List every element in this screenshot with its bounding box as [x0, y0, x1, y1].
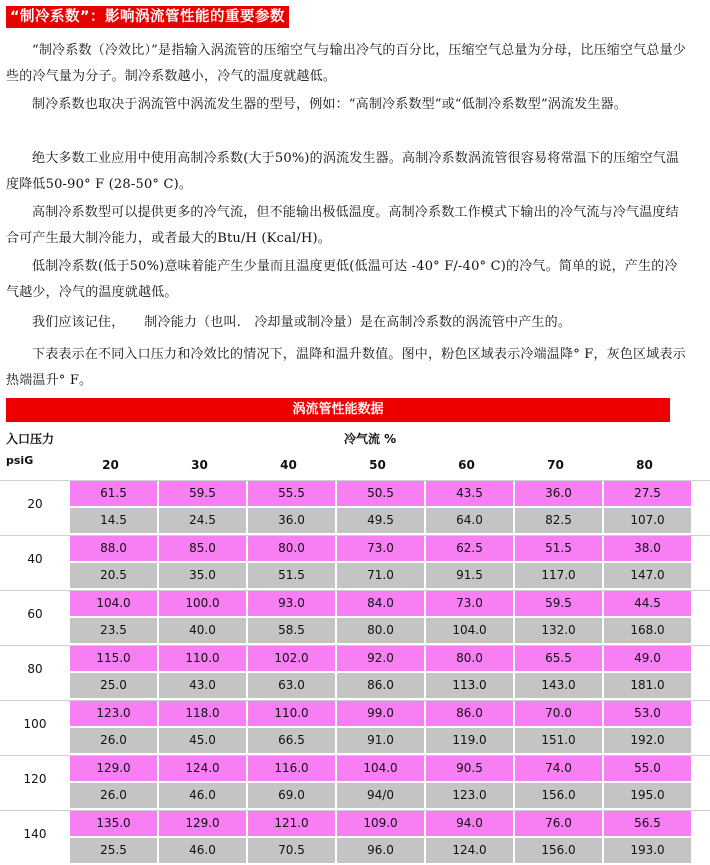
pressure-group — [0, 755, 710, 810]
hot-temp-rise-cell: 91.0 — [337, 728, 424, 753]
cold-temp-drop-cell: 38.0 — [604, 536, 691, 561]
table-title: 涡流管性能数据 — [6, 398, 670, 422]
hot-temp-rise-cell: 104.0 — [426, 618, 513, 643]
hot-temp-rise-cell: 113.0 — [426, 673, 513, 698]
cold-temp-drop-cell: 62.5 — [426, 536, 513, 561]
hot-temp-rise-cell: 43.0 — [159, 673, 246, 698]
cold-temp-drop-cell: 70.0 — [515, 701, 602, 726]
paragraph-remember: 我们应该记住， 制冷能力（也叫. 冷却量或制冷量）是在高制冷系数的涡流管中产生的。 — [32, 315, 572, 330]
column-headers — [66, 458, 689, 472]
page-title: “制冷系数”：影响涡流管性能的重要参数 — [6, 6, 289, 28]
cold-temp-drop-cell: 55.0 — [604, 756, 691, 781]
cold-flow-label: 冷气流 % — [344, 432, 397, 446]
cold-temp-drop-cell: 74.0 — [515, 756, 602, 781]
hot-temp-rise-cell: 63.0 — [248, 673, 335, 698]
cold-temp-drop-cell: 92.0 — [337, 646, 424, 671]
hot-temp-rise-cell: 193.0 — [604, 838, 691, 863]
hot-temp-rise-cell: 46.0 — [159, 783, 246, 808]
paragraph-generator-type: 制冷系数也取决于涡流管中涡流发生器的型号，例如：“高制冷系数型”或“低制冷系数型”涡流发生器。 — [32, 97, 627, 112]
cold-temp-drop-cell: 121.0 — [248, 811, 335, 836]
cold-temp-drop-cell: 53.0 — [604, 701, 691, 726]
hot-temp-rise-cell: 58.5 — [248, 618, 335, 643]
hot-temp-rise-cell: 69.0 — [248, 783, 335, 808]
cold-temp-drop-cell: 104.0 — [337, 756, 424, 781]
inlet-pressure-value: 60 — [27, 607, 43, 621]
inlet-pressure-value: 120 — [23, 772, 47, 786]
cold-temp-drop-cell: 73.0 — [426, 591, 513, 616]
cold-row — [70, 811, 693, 836]
hot-temp-rise-cell: 40.0 — [159, 618, 246, 643]
hot-temp-rise-cell: 94/0 — [337, 783, 424, 808]
hot-temp-rise-cell: 91.5 — [426, 563, 513, 588]
inlet-pressure-value: 100 — [23, 717, 47, 731]
hot-temp-rise-cell: 195.0 — [604, 783, 691, 808]
cold-temp-drop-cell: 115.0 — [70, 646, 157, 671]
cold-row — [70, 591, 693, 616]
hot-temp-rise-cell: 151.0 — [515, 728, 602, 753]
hot-temp-rise-cell: 20.5 — [70, 563, 157, 588]
hot-row — [70, 673, 693, 698]
hot-temp-rise-cell: 96.0 — [337, 838, 424, 863]
hot-temp-rise-cell: 25.5 — [70, 838, 157, 863]
cold-temp-drop-cell: 55.5 — [248, 481, 335, 506]
hot-temp-rise-cell: 86.0 — [337, 673, 424, 698]
performance-table — [0, 398, 710, 865]
hot-row — [70, 618, 693, 643]
cold-temp-drop-cell: 129.0 — [159, 811, 246, 836]
hot-temp-rise-cell: 35.0 — [159, 563, 246, 588]
cold-temp-drop-cell: 129.0 — [70, 756, 157, 781]
column-header: 20 — [102, 458, 119, 472]
hot-row — [70, 783, 693, 808]
hot-temp-rise-cell: 23.5 — [70, 618, 157, 643]
hot-temp-rise-cell: 107.0 — [604, 508, 691, 533]
cold-temp-drop-cell: 118.0 — [159, 701, 246, 726]
inlet-pressure-unit: psiG — [6, 454, 34, 467]
pressure-group — [0, 535, 710, 590]
paragraph-table-intro: 下表表示在不同入口压力和冷效比的情况下，温降和温升数值。图中，粉色区域表示冷端温降° F，灰色区域表示热端温升° F。 — [6, 347, 686, 388]
cold-temp-drop-cell: 80.0 — [248, 536, 335, 561]
hot-temp-rise-cell: 117.0 — [515, 563, 602, 588]
inlet-pressure-value: 140 — [23, 827, 47, 841]
hot-temp-rise-cell: 25.0 — [70, 673, 157, 698]
hot-temp-rise-cell: 119.0 — [426, 728, 513, 753]
paragraph-definition: “制冷系数（冷效比）”是指输入涡流管的压缩空气与输出冷气的百分比，压缩空气总量为分母，比压缩空气总量少些的冷气量为分子。制冷系数越小，冷气的温度就越低。 — [6, 43, 686, 84]
hot-row — [70, 563, 693, 588]
pressure-group — [0, 590, 710, 645]
hot-temp-rise-cell: 80.0 — [337, 618, 424, 643]
cold-temp-drop-cell: 49.0 — [604, 646, 691, 671]
hot-temp-rise-cell: 45.0 — [159, 728, 246, 753]
column-header: 80 — [636, 458, 653, 472]
cold-temp-drop-cell: 90.5 — [426, 756, 513, 781]
cold-temp-drop-cell: 135.0 — [70, 811, 157, 836]
cold-temp-drop-cell: 124.0 — [159, 756, 246, 781]
cold-temp-drop-cell: 36.0 — [515, 481, 602, 506]
hot-temp-rise-cell: 123.0 — [426, 783, 513, 808]
cold-row — [70, 536, 693, 561]
hot-row — [70, 728, 693, 753]
cold-temp-drop-cell: 85.0 — [159, 536, 246, 561]
hot-temp-rise-cell: 181.0 — [604, 673, 691, 698]
hot-temp-rise-cell: 36.0 — [248, 508, 335, 533]
cold-temp-drop-cell: 73.0 — [337, 536, 424, 561]
inlet-pressure-value: 20 — [27, 497, 43, 511]
cold-temp-drop-cell: 110.0 — [159, 646, 246, 671]
cold-temp-drop-cell: 51.5 — [515, 536, 602, 561]
cold-temp-drop-cell: 86.0 — [426, 701, 513, 726]
hot-temp-rise-cell: 132.0 — [515, 618, 602, 643]
hot-temp-rise-cell: 147.0 — [604, 563, 691, 588]
hot-temp-rise-cell: 64.0 — [426, 508, 513, 533]
cold-temp-drop-cell: 93.0 — [248, 591, 335, 616]
hot-temp-rise-cell: 26.0 — [70, 783, 157, 808]
cold-temp-drop-cell: 76.0 — [515, 811, 602, 836]
cold-temp-drop-cell: 56.5 — [604, 811, 691, 836]
cold-temp-drop-cell: 43.5 — [426, 481, 513, 506]
hot-temp-rise-cell: 82.5 — [515, 508, 602, 533]
hot-temp-rise-cell: 26.0 — [70, 728, 157, 753]
cold-temp-drop-cell: 50.5 — [337, 481, 424, 506]
column-header: 70 — [547, 458, 564, 472]
cold-temp-drop-cell: 94.0 — [426, 811, 513, 836]
paragraph-high-ratio-mode: 高制冷系数型可以提供更多的冷气流，但不能输出极低温度。高制冷系数工作模式下输出的冷气流与冷气温度结合可产生最大制冷能力，或者最大的Btu/H (Kcal/H)。 — [6, 205, 679, 246]
pressure-group — [0, 480, 710, 535]
table-body — [0, 480, 710, 865]
hot-temp-rise-cell: 66.5 — [248, 728, 335, 753]
cold-temp-drop-cell: 88.0 — [70, 536, 157, 561]
cold-temp-drop-cell: 59.5 — [515, 591, 602, 616]
cold-temp-drop-cell: 110.0 — [248, 701, 335, 726]
column-header: 40 — [280, 458, 297, 472]
hot-temp-rise-cell: 51.5 — [248, 563, 335, 588]
hot-temp-rise-cell: 70.5 — [248, 838, 335, 863]
inlet-pressure-label: 入口压力 — [6, 432, 55, 446]
cold-temp-drop-cell: 102.0 — [248, 646, 335, 671]
paragraph-low-ratio: 低制冷系数(低于50%)意味着能产生少量而且温度更低(低温可达 -40° F/-40° C)的冷气。简单的说，产生的冷气越少，冷气的温度就越低。 — [6, 259, 678, 300]
column-header: 30 — [191, 458, 208, 472]
cold-temp-drop-cell: 123.0 — [70, 701, 157, 726]
pressure-group — [0, 810, 710, 865]
hot-row — [70, 838, 693, 863]
cold-temp-drop-cell: 59.5 — [159, 481, 246, 506]
hot-row — [70, 508, 693, 533]
inlet-pressure-value: 80 — [27, 662, 43, 676]
hot-temp-rise-cell: 49.5 — [337, 508, 424, 533]
column-header: 50 — [369, 458, 386, 472]
column-header: 60 — [458, 458, 475, 472]
cold-temp-drop-cell: 100.0 — [159, 591, 246, 616]
cold-temp-drop-cell: 27.5 — [604, 481, 691, 506]
cold-temp-drop-cell: 99.0 — [337, 701, 424, 726]
hot-temp-rise-cell: 156.0 — [515, 783, 602, 808]
cold-row — [70, 481, 693, 506]
table-header — [0, 428, 710, 480]
cold-temp-drop-cell: 65.5 — [515, 646, 602, 671]
cold-temp-drop-cell: 104.0 — [70, 591, 157, 616]
cold-row — [70, 701, 693, 726]
hot-temp-rise-cell: 156.0 — [515, 838, 602, 863]
cold-temp-drop-cell: 61.5 — [70, 481, 157, 506]
cold-temp-drop-cell: 44.5 — [604, 591, 691, 616]
hot-temp-rise-cell: 143.0 — [515, 673, 602, 698]
hot-temp-rise-cell: 168.0 — [604, 618, 691, 643]
cold-row — [70, 646, 693, 671]
hot-temp-rise-cell: 46.0 — [159, 838, 246, 863]
cold-row — [70, 756, 693, 781]
cold-temp-drop-cell: 80.0 — [426, 646, 513, 671]
hot-temp-rise-cell: 124.0 — [426, 838, 513, 863]
pressure-group — [0, 645, 710, 700]
hot-temp-rise-cell: 71.0 — [337, 563, 424, 588]
cold-temp-drop-cell: 84.0 — [337, 591, 424, 616]
hot-temp-rise-cell: 14.5 — [70, 508, 157, 533]
hot-temp-rise-cell: 192.0 — [604, 728, 691, 753]
inlet-pressure-value: 40 — [27, 552, 43, 566]
paragraph-high-ratio: 绝大多数工业应用中使用高制冷系数(大于50%)的涡流发生器。高制冷系数涡流管很容易将常温下的压缩空气温度降低50-90° F (28-50° C)。 — [6, 151, 680, 192]
cold-temp-drop-cell: 116.0 — [248, 756, 335, 781]
pressure-group — [0, 700, 710, 755]
hot-temp-rise-cell: 24.5 — [159, 508, 246, 533]
cold-temp-drop-cell: 109.0 — [337, 811, 424, 836]
